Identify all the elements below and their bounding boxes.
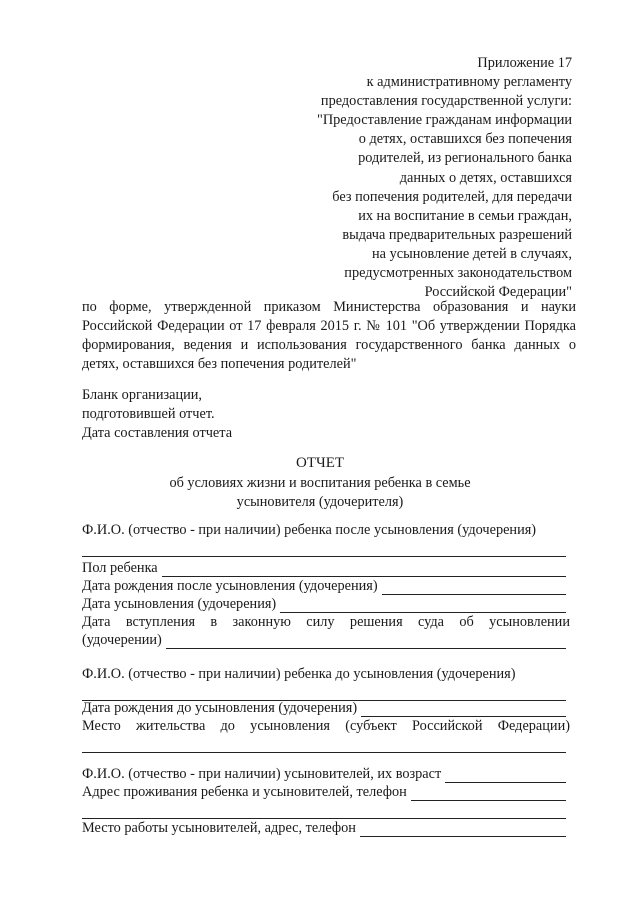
adoption-date-field[interactable]: [280, 600, 566, 613]
child-name-after-field[interactable]: [82, 556, 566, 557]
work-place-label: Место работы усыновителей, адрес, телефон: [82, 820, 356, 836]
birth-date-after-field[interactable]: [382, 582, 566, 595]
work-place-field[interactable]: [360, 824, 566, 837]
birth-date-before-row: [82, 700, 566, 717]
child-name-after-label: [82, 522, 566, 539]
blank-line-1: Бланк организации,: [82, 387, 203, 403]
organization-blank: [82, 386, 382, 443]
child-sex-row: [82, 560, 566, 577]
annex-line: предоставления государственной услуги:: [320, 93, 572, 110]
annex-line: предусмотренных законодательством: [344, 265, 572, 282]
report-subtitle: [130, 474, 510, 512]
court-decision-field[interactable]: [166, 636, 566, 649]
residence-before-field[interactable]: [82, 752, 566, 753]
birth-date-after-label: Дата рождения после усыновления (удочерения): [82, 578, 378, 594]
adopters-name-age-label: Ф.И.О. (отчество - при наличии) усыновителей, их возраст: [82, 766, 442, 782]
annex-line: без попечения родителей, для передачи: [332, 188, 572, 205]
child-name-before-text: Ф.И.О. (отчество - при наличии) ребенка до усыновления (удочерения): [82, 666, 516, 682]
court-decision-row: [82, 632, 566, 649]
birth-date-before-label: Дата рождения до усыновления (удочерения): [82, 700, 358, 716]
blank-line-3: Дата составления отчета: [82, 425, 233, 442]
address-phone-field-2[interactable]: [82, 818, 566, 819]
adopters-name-age-row: [82, 766, 566, 783]
annex-header: [272, 54, 572, 302]
birth-date-before-field[interactable]: [361, 704, 566, 717]
report-subtitle-line-1: об условиях жизни и воспитания ребенка в семье: [169, 475, 471, 491]
report-subtitle-line-2: усыновителя (удочерителя): [236, 494, 404, 511]
annex-line: их на воспитание в семьи граждан,: [358, 207, 572, 224]
report-title: ОТЧЕТ: [295, 455, 345, 471]
annex-line: данных о детях, оставшихся: [399, 169, 572, 186]
adopters-name-age-field[interactable]: [445, 770, 566, 783]
annex-line: "Предоставление гражданам информации: [317, 112, 572, 129]
annex-line: выдача предварительных разрешений: [342, 226, 572, 243]
child-sex-field[interactable]: [162, 564, 566, 577]
child-name-after-text: Ф.И.О. (отчество - при наличии) ребенка после усыновления (удочерения): [82, 522, 537, 538]
annex-line: к административному регламенту: [366, 74, 572, 91]
annex-line: на усыновление детей в случаях,: [372, 245, 572, 262]
blank-line-2: подготовившей отчет.: [82, 406, 215, 423]
work-place-row: [82, 820, 566, 837]
annex-line: Приложение 17: [477, 55, 572, 71]
child-name-before-label: [82, 666, 566, 683]
adoption-date-label: Дата усыновления (удочерения): [82, 596, 277, 612]
adoption-date-row: [82, 596, 566, 613]
form-reference-paragraph: по форме, утвержденной приказом Министерства образования и науки Российской Федерации от 17 февраля 2015 г. № 101 "Об утверждении Порядка формирования, ведения и использования государственного банка данных о детях, оставшихся без попечения родителей": [82, 299, 576, 373]
annex-line: Российской Федерации": [424, 284, 572, 301]
annex-line: о детях, оставшихся без попечения: [358, 131, 572, 148]
annex-line: родителей, из регионального банка: [358, 150, 572, 167]
address-phone-row: [82, 784, 566, 801]
address-phone-label: Адрес проживания ребенка и усыновителей, телефон: [82, 784, 407, 800]
court-decision-label: Дата вступления в законную силу решения суда об усыновлении: [82, 614, 570, 630]
birth-date-after-row: [82, 578, 566, 595]
address-phone-field[interactable]: [411, 788, 566, 801]
residence-before-label: Место жительства до усыновления (субъект Российской Федерации): [82, 718, 570, 734]
child-sex-label: Пол ребенка: [82, 560, 158, 576]
court-decision-label-2: (удочерении): [82, 632, 162, 648]
